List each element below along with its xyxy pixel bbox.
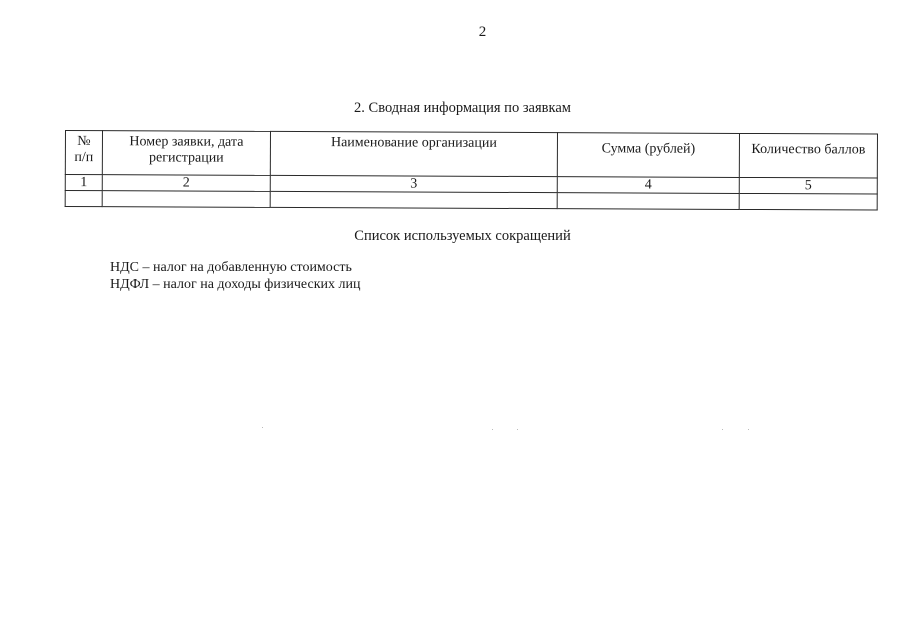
page-number: 2 <box>478 24 487 40</box>
table-cell: 1 <box>65 175 102 191</box>
section-title: 2. Сводная информация по заявкам <box>354 100 571 116</box>
header-application-number <box>102 131 270 176</box>
summary-table <box>65 130 878 211</box>
scan-speck <box>748 429 749 430</box>
header-amount: Сумма (рублей) <box>557 133 739 178</box>
table-cell <box>270 191 557 208</box>
header-score: Количество баллов <box>739 133 877 178</box>
list-item: НДС – налог на добавленную стоимость <box>110 260 352 275</box>
table-cell: 2 <box>102 175 270 192</box>
abbreviations-title: Список используемых сокращений <box>354 228 571 244</box>
table-row <box>65 191 877 211</box>
table-cell <box>557 193 739 210</box>
abbreviations-list <box>110 259 360 293</box>
scan-speck <box>262 427 263 428</box>
table-cell <box>739 193 877 210</box>
scan-speck <box>722 429 723 430</box>
table-cell <box>65 191 102 207</box>
header-organization-name: Наименование организации <box>270 131 557 176</box>
header-index-label: № п/п <box>74 134 94 166</box>
table-cell: 5 <box>739 177 877 194</box>
table-header-row <box>65 131 877 179</box>
table-cell: 3 <box>270 175 557 192</box>
header-index <box>65 131 102 175</box>
list-item: НДФЛ – налог на доходы физических лиц <box>110 277 361 292</box>
header-application-number-label: Номер заявки, дата регистрации <box>129 134 244 166</box>
table-cell <box>102 191 270 208</box>
table-cell: 4 <box>557 177 739 194</box>
scan-speck <box>492 429 493 430</box>
scan-speck <box>517 429 518 430</box>
